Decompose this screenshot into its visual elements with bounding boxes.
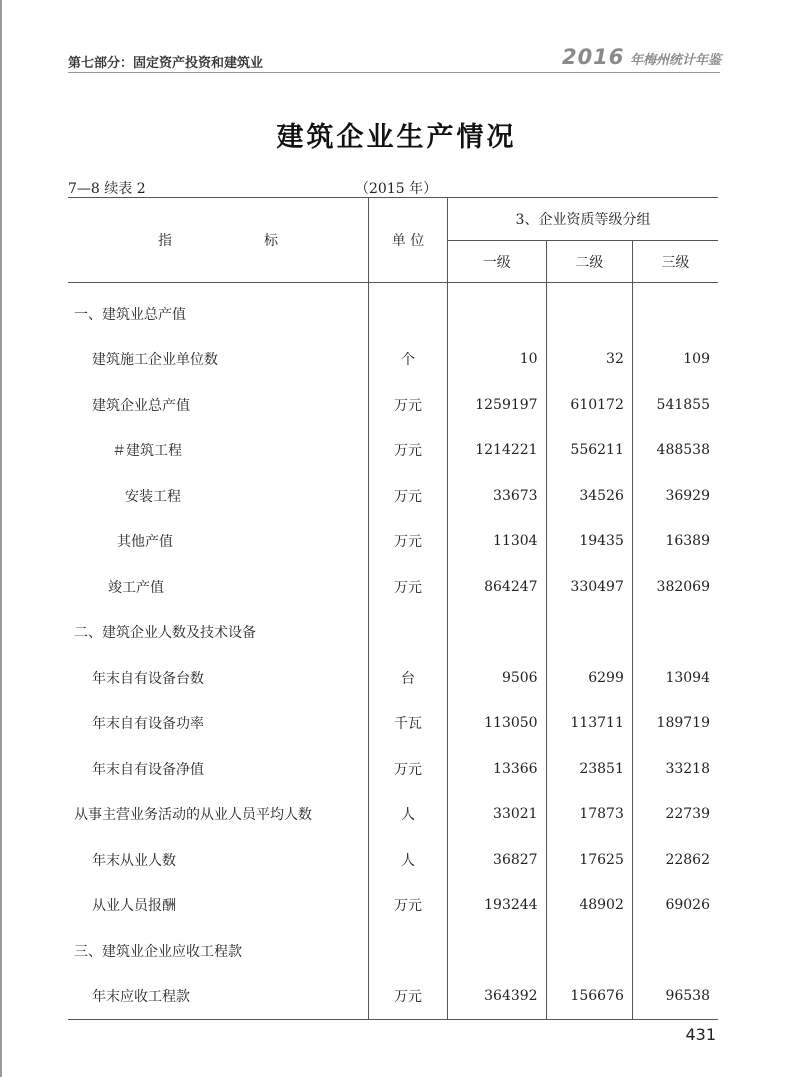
row-unit: 万元	[369, 883, 448, 929]
header-level-1: 一级	[448, 241, 547, 283]
table-row	[68, 473, 718, 519]
row-unit	[369, 283, 448, 337]
yearbook-header	[562, 45, 721, 69]
row-value-level-1: 11304	[448, 519, 547, 565]
row-value-level-2: 17625	[546, 837, 632, 883]
table-row	[68, 519, 718, 565]
row-value-level-3	[632, 283, 718, 337]
table-row	[68, 837, 718, 883]
row-value-level-2	[546, 928, 632, 974]
row-unit: 万元	[369, 974, 448, 1020]
row-value-level-2: 32	[546, 337, 632, 383]
row-value-level-1: 13366	[448, 746, 547, 792]
row-label: ＃建筑工程	[68, 428, 369, 474]
row-value-level-2: 48902	[546, 883, 632, 929]
table-row	[68, 382, 718, 428]
row-label: 年末自有设备净值	[68, 746, 369, 792]
row-unit: 个	[369, 337, 448, 383]
data-table	[68, 197, 718, 1020]
row-value-level-2: 330497	[546, 564, 632, 610]
row-value-level-3: 69026	[665, 897, 710, 914]
row-unit: 万元	[369, 382, 448, 428]
table-number: 7—8 续表 2	[68, 181, 146, 197]
row-value-level-3: 16389	[665, 533, 710, 550]
row-value-level-1: 864247	[448, 564, 547, 610]
row-unit: 万元	[369, 473, 448, 519]
row-value-level-1	[448, 928, 547, 974]
table-row	[68, 428, 718, 474]
row-label: 年末自有设备台数	[68, 655, 369, 701]
row-value-level-3: 36929	[665, 487, 710, 504]
row-label: 其他产值	[68, 519, 369, 565]
row-value-level-2: 556211	[546, 428, 632, 474]
row-value-level-3: 13094	[665, 669, 710, 686]
table-row	[68, 974, 718, 1020]
page-number: 431	[685, 1025, 716, 1044]
row-value-level-2: 610172	[546, 382, 632, 428]
row-value-level-1: 1259197	[448, 382, 547, 428]
header-indicator: 指 标	[68, 198, 369, 283]
header-group: 3、企业资质等级分组	[448, 198, 719, 241]
page-edge	[0, 0, 2, 1077]
row-value-level-1: 113050	[448, 701, 547, 747]
row-value-level-1: 9506	[448, 655, 547, 701]
row-unit: 万元	[369, 746, 448, 792]
row-value-level-2: 34526	[546, 473, 632, 519]
row-label: 三、建筑业企业应收工程款	[68, 928, 369, 974]
row-value-level-3: 22739	[665, 806, 710, 823]
row-label: 年末从业人数	[68, 837, 369, 883]
row-value-level-1: 1214221	[448, 428, 547, 474]
row-label: 建筑施工企业单位数	[68, 337, 369, 383]
table-row	[68, 746, 718, 792]
page-title: 建筑企业生产情况	[276, 122, 517, 153]
yearbook-name: 年梅州统计年鉴	[629, 53, 721, 68]
row-value-level-1: 33021	[448, 792, 547, 838]
table-row	[68, 883, 718, 929]
row-label: 安装工程	[68, 473, 369, 519]
row-value-level-1: 364392	[448, 974, 547, 1020]
row-unit: 台	[369, 655, 448, 701]
row-label: 从业人员报酬	[68, 883, 369, 929]
row-value-level-1: 33673	[448, 473, 547, 519]
row-unit: 万元	[369, 519, 448, 565]
row-unit: 万元	[369, 564, 448, 610]
table-row	[68, 337, 718, 383]
row-value-level-1	[448, 283, 547, 337]
row-unit: 万元	[369, 428, 448, 474]
table-row	[68, 610, 718, 656]
header-unit: 单 位	[369, 198, 448, 283]
row-value-level-3	[632, 610, 718, 656]
row-value-level-2	[546, 283, 632, 337]
row-value-level-3: 541855	[656, 396, 710, 413]
yearbook-year: 2016	[561, 45, 625, 69]
table-row	[68, 655, 718, 701]
row-unit: 千瓦	[369, 701, 448, 747]
row-label: 竣工产值	[68, 564, 369, 610]
row-label: 建筑企业总产值	[68, 382, 369, 428]
row-unit: 人	[369, 792, 448, 838]
header-level-3: 三级	[661, 254, 690, 271]
table-row	[68, 564, 718, 610]
table-row	[68, 283, 718, 337]
table-row	[68, 928, 718, 974]
table-row	[68, 792, 718, 838]
row-value-level-1: 193244	[448, 883, 547, 929]
row-unit	[369, 928, 448, 974]
row-value-level-2: 17873	[546, 792, 632, 838]
row-label: 二、建筑企业人数及技术设备	[68, 610, 369, 656]
table-row	[68, 701, 718, 747]
row-value-level-3: 382069	[656, 578, 710, 595]
header-rule	[68, 72, 720, 73]
row-value-level-2: 113711	[546, 701, 632, 747]
row-value-level-3	[632, 928, 718, 974]
row-label: 年末应收工程款	[68, 974, 369, 1020]
row-value-level-2: 19435	[546, 519, 632, 565]
row-value-level-2: 23851	[546, 746, 632, 792]
row-value-level-1: 36827	[448, 837, 547, 883]
row-unit: 人	[369, 837, 448, 883]
row-label: 年末自有设备功率	[68, 701, 369, 747]
row-value-level-3: 109	[683, 351, 710, 368]
row-value-level-1: 10	[448, 337, 547, 383]
row-value-level-3: 189719	[656, 715, 710, 732]
row-value-level-3: 488538	[656, 442, 710, 459]
section-header: 第七部分：固定资产投资和建筑业	[68, 56, 264, 71]
table-year: （2015 年）	[355, 181, 438, 197]
header-level-2: 二级	[546, 241, 632, 283]
row-value-level-2: 156676	[546, 974, 632, 1020]
row-label: 一、建筑业总产值	[68, 283, 369, 337]
row-label: 从事主营业务活动的从业人员平均人数	[68, 792, 369, 838]
row-value-level-2: 6299	[546, 655, 632, 701]
row-value-level-2	[546, 610, 632, 656]
row-value-level-1	[448, 610, 547, 656]
row-value-level-3: 33218	[665, 760, 710, 777]
row-value-level-3: 96538	[665, 988, 710, 1005]
row-unit	[369, 610, 448, 656]
row-value-level-3: 22862	[665, 851, 710, 868]
